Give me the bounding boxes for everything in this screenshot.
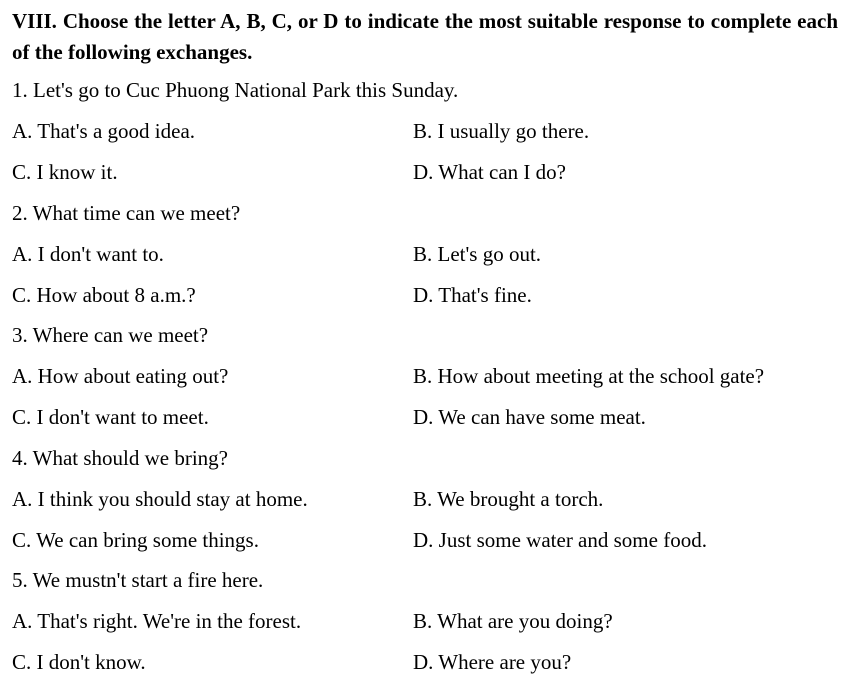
question-4-option-c: C. We can bring some things. — [12, 528, 259, 552]
question-2-prompt: 2. What time can we meet? — [12, 201, 241, 225]
question-2-option-b: B. Let's go out. — [413, 242, 542, 266]
question-1-prompt: 1. Let's go to Cuc Phuong National Park this Sunday. — [12, 78, 459, 102]
question-4-option-d: D. Just some water and some food. — [413, 528, 707, 552]
question-5-prompt: 5. We mustn't start a fire here. — [12, 568, 264, 592]
question-4-option-a: A. I think you should stay at home. — [12, 487, 308, 511]
question-3-option-a: A. How about eating out? — [12, 364, 229, 388]
question-3-option-c: C. I don't want to meet. — [12, 405, 209, 429]
question-2-option-a: A. I don't want to. — [12, 242, 164, 266]
question-1-option-a: A. That's a good idea. — [12, 119, 196, 143]
question-4-prompt: 4. What should we bring? — [12, 446, 228, 470]
question-1-option-c: C. I know it. — [12, 160, 118, 184]
question-1-option-b: B. I usually go there. — [413, 119, 590, 143]
question-5-option-c: C. I don't know. — [12, 650, 146, 674]
question-4-option-b: B. We brought a torch. — [413, 487, 604, 511]
question-5-option-a: A. That's right. We're in the forest. — [12, 609, 302, 633]
question-1-option-d: D. What can I do? — [413, 160, 566, 184]
question-2-option-c: C. How about 8 a.m.? — [12, 283, 196, 307]
question-5-option-b: B. What are you doing? — [413, 609, 613, 633]
question-2-option-d: D. That's fine. — [413, 283, 532, 307]
exercise-heading: VIII. Choose the letter A, B, C, or D to indicate the most suitable response to complete each of the following exchanges. — [12, 9, 838, 64]
question-5-option-d: D. Where are you? — [413, 650, 572, 674]
question-3-option-b: B. How about meeting at the school gate? — [413, 364, 765, 388]
question-3-option-d: D. We can have some meat. — [413, 405, 646, 429]
question-3-prompt: 3. Where can we meet? — [12, 323, 209, 347]
